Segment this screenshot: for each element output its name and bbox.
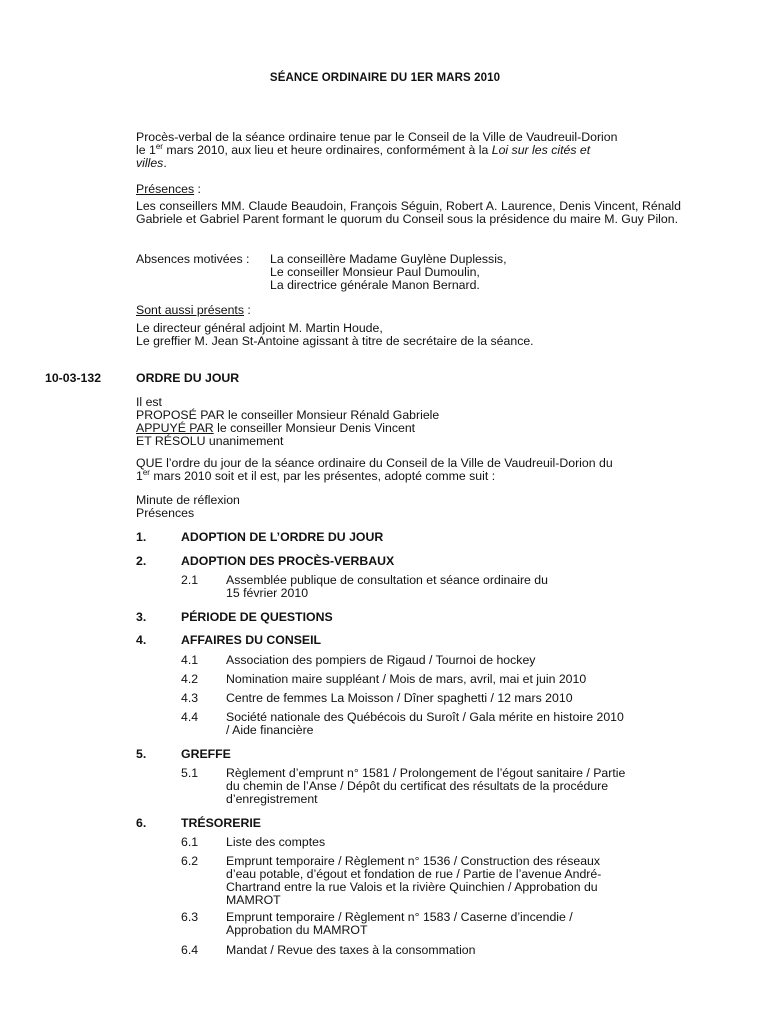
agenda-item-line: MAMROT [226, 893, 281, 907]
agenda-item-number: 4.3 [181, 691, 199, 705]
resolution-body [136, 396, 681, 448]
agenda-item-text: Mandat / Revue des taxes à la consommation [226, 943, 476, 957]
minute-reflexion: Minute de réflexion [136, 493, 240, 507]
presences-text: Les conseillers MM. Claude Beaudoin, François Séguin, Robert A. Laurence, Denis Vincent, Rénald Gabriele et Gabriel Parent formant le quorum du Conseil sous la présidence du maire M. Guy Pilon. [136, 199, 681, 226]
agenda-item-line: 15 février 2010 [226, 586, 309, 600]
agenda-section-title: ADOPTION DES PROCÈS-VERBAUX [181, 554, 395, 568]
agenda-item-line: d’enregistrement [226, 792, 318, 806]
intro-paragraph [136, 131, 681, 170]
presences-colon: : [194, 182, 201, 196]
aussi-line: Le greffier M. Jean St-Antoine agissant à titre de secrétaire de la séance. [136, 334, 534, 348]
intro-period: . [163, 156, 167, 170]
page-title: SÉANCE ORDINAIRE DU 1ER MARS 2010 [269, 72, 501, 84]
resolution-heading: ORDRE DU JOUR [136, 371, 240, 385]
law-title-part-2: villes [136, 156, 164, 170]
agenda-item-line: Chartrand entre la rue Valois et la rivière Quinchien / Approbation du [226, 880, 598, 894]
que-line-1: QUE l’ordre du jour de la séance ordinaire du Conseil de la Ville de Vaudreuil-Dorion du [136, 456, 613, 470]
agenda-item-number: 4.2 [181, 672, 199, 686]
que-line-2-text: mars 2010 soit et il est, par les présentes, adopté comme suit : [149, 469, 496, 483]
agenda-item-text [226, 767, 646, 806]
presences-section [136, 183, 681, 226]
intro-line-1: Procès-verbal de la séance ordinaire tenue par le Conseil de la Ville de Vaudreuil-Dorion [136, 130, 618, 144]
presences-heading [136, 183, 681, 196]
aussi-heading [136, 304, 681, 317]
agenda-section-title: PÉRIODE DE QUESTIONS [181, 610, 333, 624]
resolu-label: ET RÉSOLU [136, 434, 206, 448]
agenda-item-line: Assemblée publique de consultation et séance ordinaire du [226, 573, 548, 587]
agenda-section-number: 6. [136, 816, 147, 830]
agenda-item-number: 6.2 [181, 854, 199, 868]
agenda-item-line: Approbation du MAMROT [226, 923, 368, 937]
agenda-item-line: Emprunt temporaire / Règlement n° 1583 / Caserne d’incendie / [226, 910, 573, 924]
agenda-item-number: 4.1 [181, 653, 199, 667]
agenda-item-number: 2.1 [181, 573, 199, 587]
presences-label: Présences [136, 182, 195, 196]
absences-names [270, 253, 507, 292]
agenda-item-text: Association des pompiers de Rigaud / Tournoi de hockey [226, 653, 536, 667]
agenda-section-number: 2. [136, 554, 147, 568]
agenda-section-title: ADOPTION DE L’ORDRE DU JOUR [181, 530, 384, 544]
agenda-item-text [226, 855, 646, 907]
agenda-section-title: AFFAIRES DU CONSEIL [181, 633, 322, 647]
absence-name: Le conseiller Monsieur Paul Dumoulin, [270, 265, 480, 279]
absence-name: La directrice générale Manon Bernard. [270, 278, 480, 292]
agenda-item-text [226, 711, 646, 737]
agenda-item-text [226, 574, 646, 600]
appuye-text: le conseiller Monsieur Denis Vincent [213, 421, 416, 435]
propose-label: PROPOSÉ PAR [136, 408, 225, 422]
agenda-item-text: Nomination maire suppléant / Mois de mars, avril, mai et juin 2010 [226, 672, 587, 686]
que-date-day: 1 [136, 469, 143, 483]
resolution-number: 10-03-132 [45, 371, 102, 385]
agenda-item-line: Règlement d’emprunt n° 1581 / Prolongement de l’égout sanitaire / Partie [226, 766, 626, 780]
agenda-section-number: 4. [136, 633, 147, 647]
agenda-section-number: 5. [136, 747, 147, 761]
agenda-item-line: Société nationale des Québécois du Suroît / Gala mérite en histoire 2010 [226, 710, 624, 724]
agenda-item-line: du chemin de l’Anse / Dépôt du certificat des résultats de la procédure [226, 779, 609, 793]
resolu-text: unanimement [205, 434, 284, 448]
agenda-item-number: 6.4 [181, 943, 199, 957]
agenda-section-number: 3. [136, 610, 147, 624]
aussi-colon: : [244, 303, 251, 317]
appuye-label: APPUYÉ PAR [136, 421, 214, 435]
agenda-item-text: Centre de femmes La Moisson / Dîner spaghetti / 12 mars 2010 [226, 691, 573, 705]
agenda-item-line: / Aide financière [226, 723, 314, 737]
que-line-2 [136, 470, 681, 483]
intro-line-2-text: mars 2010, aux lieu et heure ordinaires, conformément à la [162, 143, 492, 157]
aussi-line: Le directeur général adjoint M. Martin Houde, [136, 321, 383, 335]
agenda-item-line: Emprunt temporaire / Règlement n° 1536 / Construction des réseaux [226, 854, 601, 868]
law-title-part-1: Loi sur les cités et [491, 143, 591, 157]
preliminaries [136, 494, 681, 520]
agenda-item-number: 4.4 [181, 710, 199, 724]
intro-line-2 [136, 144, 681, 157]
aussi-label: Sont aussi présents [136, 303, 245, 317]
propose-text: le conseiller Monsieur Rénald Gabriele [224, 408, 440, 422]
agenda-item-text [226, 911, 646, 937]
agenda-item-number: 6.3 [181, 910, 199, 924]
il-est: Il est [136, 395, 162, 409]
agenda-section-number: 1. [136, 530, 147, 544]
agenda-section-title: GREFFE [181, 747, 231, 761]
intro-date-sup: er [155, 142, 163, 151]
agenda-item-text: Liste des comptes [226, 835, 326, 849]
que-paragraph [136, 457, 681, 483]
aussi-presents-section [136, 304, 681, 348]
que-date-sup: er [142, 468, 150, 477]
agenda-item-number: 5.1 [181, 766, 199, 780]
agenda-section-title: TRÉSORERIE [181, 816, 261, 830]
absence-name: La conseillère Madame Guylène Duplessis, [270, 252, 507, 266]
absences-label: Absences motivées : [136, 252, 250, 266]
agenda-item-number: 6.1 [181, 835, 199, 849]
intro-line-3 [136, 157, 681, 170]
resolu-line [136, 435, 681, 448]
presences-item: Présences [136, 506, 195, 520]
agenda-item-line: d’eau potable, d’égout et fondation de rue / Partie de l’avenue André- [226, 867, 602, 881]
intro-date-day: le 1 [136, 143, 156, 157]
